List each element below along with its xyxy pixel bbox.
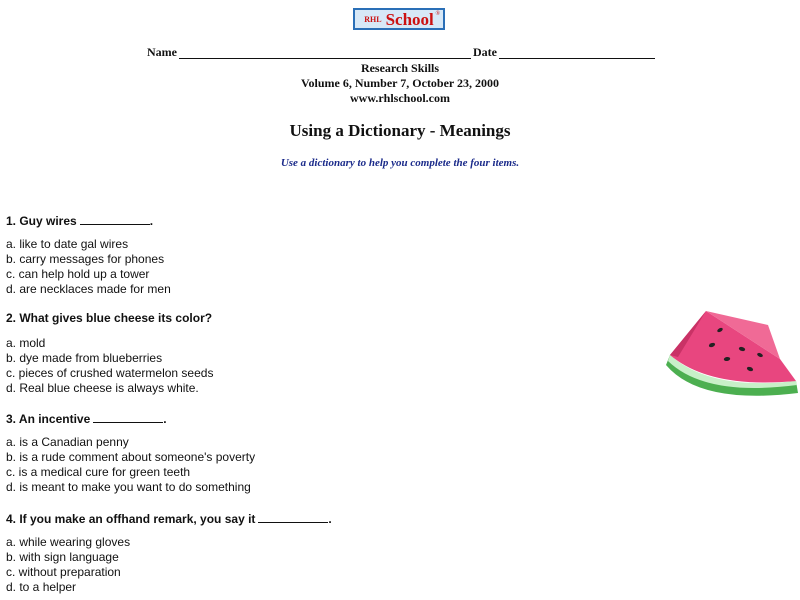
answer-option: a. is a Canadian penny xyxy=(6,435,129,449)
question-text: 3. An incentive xyxy=(6,412,91,426)
date-field-line[interactable] xyxy=(499,46,655,59)
answer-option: d. to a helper xyxy=(6,580,77,594)
name-label: Name xyxy=(147,45,177,59)
question-text: 2. What gives blue cheese its color? xyxy=(6,311,213,325)
answer-option: a. mold xyxy=(6,336,46,350)
question-suffix: . xyxy=(163,412,167,426)
answer-blank[interactable] xyxy=(93,410,163,423)
date-label: Date xyxy=(473,45,497,59)
volume-info: Volume 6, Number 7, October 23, 2000 xyxy=(300,76,500,90)
website-url: www.rhlschool.com xyxy=(350,91,450,105)
answer-blank[interactable] xyxy=(80,212,150,225)
question-3 xyxy=(6,410,167,426)
page-title: Using a Dictionary - Meanings xyxy=(289,121,511,140)
logo-trademark: ® xyxy=(435,11,440,17)
name-date-row xyxy=(147,45,667,60)
question-suffix: . xyxy=(149,214,154,228)
question-suffix: . xyxy=(328,512,332,526)
answer-option: b. dye made from blueberries xyxy=(6,351,163,365)
answer-option: c. pieces of crushed watermelon seeds xyxy=(6,366,214,380)
answer-option: b. is a rude comment about someone's poverty xyxy=(6,450,256,464)
rhl-school-logo xyxy=(353,8,445,30)
logo-rhl-text: RHL xyxy=(364,14,382,24)
instructions-text: Use a dictionary to help you complete the four items. xyxy=(280,157,520,169)
answer-option: c. can help hold up a tower xyxy=(6,267,150,281)
question-4-options xyxy=(6,535,130,595)
question-text: 4. If you make an offhand remark, you say it xyxy=(6,512,256,526)
answer-option: b. with sign language xyxy=(6,550,119,564)
answer-option: a. while wearing gloves xyxy=(6,535,131,549)
question-1-options xyxy=(6,237,171,297)
answer-option: a. like to date gal wires xyxy=(6,237,129,251)
answer-option: d. are necklaces made for men xyxy=(6,282,171,296)
answer-option: d. is meant to make you want to do something xyxy=(6,480,251,494)
question-2 xyxy=(6,311,212,325)
subject-heading: Research Skills xyxy=(360,61,440,75)
question-1 xyxy=(6,212,153,228)
answer-option: b. carry messages for phones xyxy=(6,252,165,266)
answer-option: d. Real blue cheese is always white. xyxy=(6,381,199,395)
question-4 xyxy=(6,510,332,526)
question-3-options xyxy=(6,435,255,495)
name-field-line[interactable] xyxy=(179,46,471,59)
question-text: 1. Guy wires xyxy=(6,214,77,228)
answer-option: c. is a medical cure for green teeth xyxy=(6,465,191,479)
answer-option: c. without preparation xyxy=(6,565,121,579)
question-2-options xyxy=(6,336,213,396)
answer-blank[interactable] xyxy=(258,510,328,523)
logo-school-text: School xyxy=(385,9,434,29)
watermelon-slice-icon xyxy=(660,305,800,410)
